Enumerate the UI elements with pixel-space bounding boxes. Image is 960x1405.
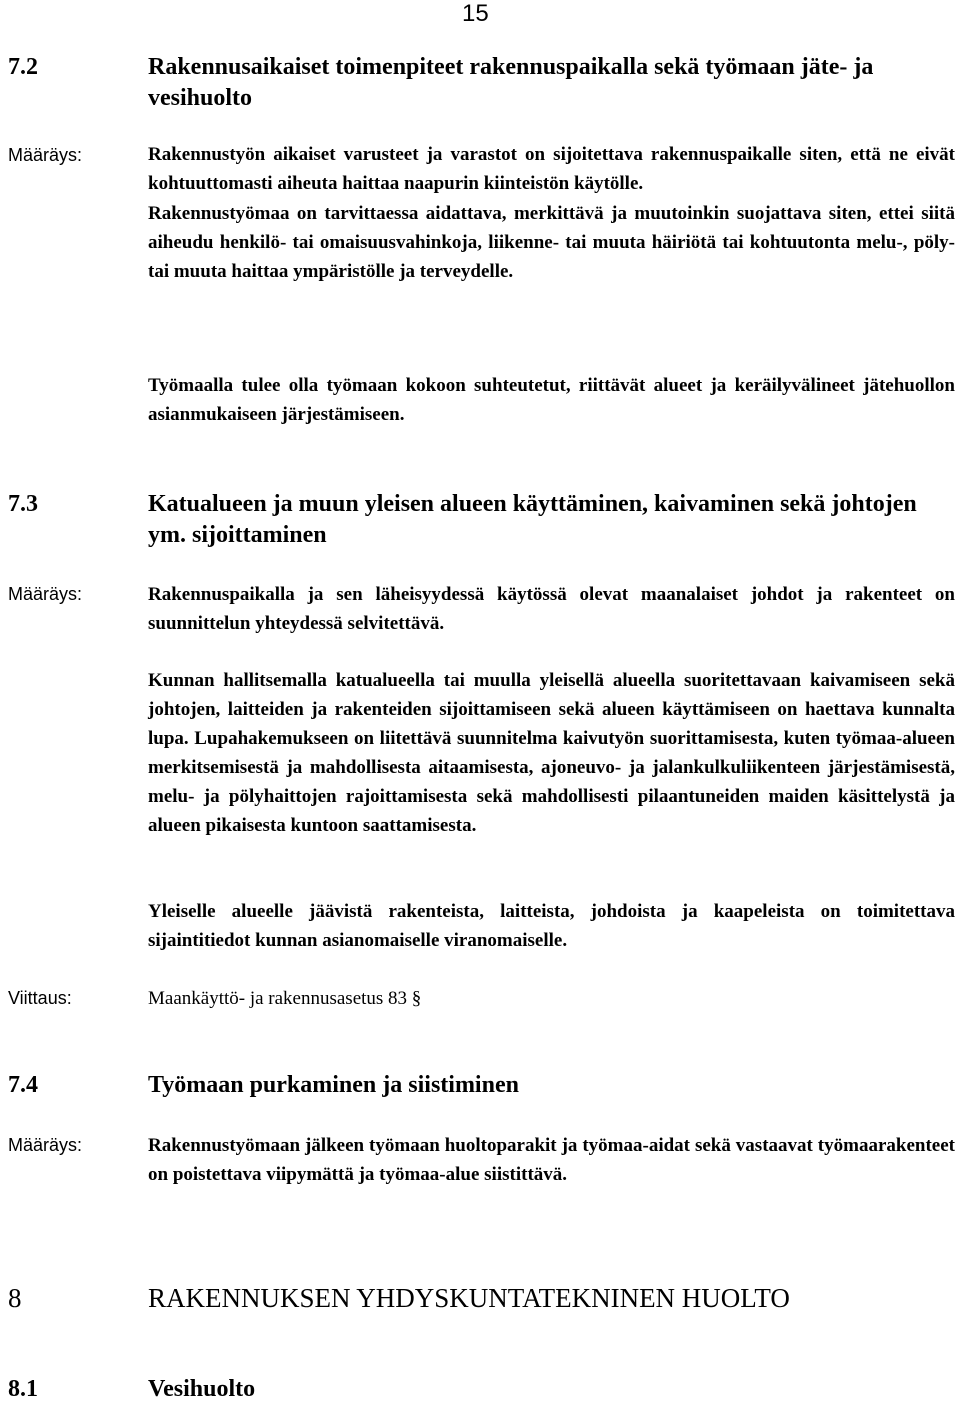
section-number: 7.4 — [8, 1072, 38, 1098]
reference-text: Maankäyttö- ja rakennusasetus 83 § — [148, 988, 422, 1009]
paragraph: Rakennustyömaan jälkeen työmaan huoltoparakit ja työmaa-aidat sekä vastaavat työmaarakenteet on poistettava viipymättä ja työmaa-alue siistittävä. — [148, 1135, 955, 1185]
section-number: 7.3 — [8, 491, 38, 517]
paragraph: Kunnan hallitsemalla katualueella tai muulla yleisellä alueella suoritettavaan kaivamiseen sekä johtojen, laitteiden ja rakenteiden sijoittamiseen sekä alueen käyttämiseen on haettava kunnalta lupa. Lupahakemukseen on liitettävä suunnitelma kaivutyön suorittamisesta, kuten työmaa-alueen merkitsemisestä ja mahdollisesta aitaamisesta, ajoneuvo- ja jalankulkuliikenteen järjestämisestä, melu- ja pölyhaittojen rajoittamisesta sekä mahdollisesti pilaantuneiden maiden käsittelystä ja alueen pikaisesta kuntoon saattamisesta. — [148, 670, 955, 836]
section-number: 7.2 — [8, 54, 38, 80]
paragraph: Rakennustyön aikaiset varusteet ja varastot on sijoitettava rakennuspaikalle siten, että ne eivät kohtuuttomasti aiheuta haittaa naapurin kiinteistön käytölle. — [148, 144, 955, 194]
section-number: 8.1 — [8, 1376, 38, 1402]
section-title: Vesihuolto — [148, 1376, 256, 1402]
section-title: Katualueen ja muun yleisen alueen käyttäminen, kaivaminen sekä johtojen ym. sijoittaminen — [148, 491, 917, 548]
section-title: Työmaan purkaminen ja siistiminen — [148, 1072, 519, 1098]
section-number: 8 — [8, 1283, 22, 1313]
regulation-label: Määräys: — [8, 145, 83, 165]
reference-label: Viittaus: — [8, 988, 72, 1008]
paragraph: Yleiselle alueelle jäävistä rakenteista, laitteista, johdoista ja kaapeleista on toimitettava sijaintitiedot kunnan asianomaiselle viranomaiselle. — [148, 901, 955, 951]
paragraph: Työmaalla tulee olla työmaan kokoon suhteutetut, riittävät alueet ja keräilyvälineet jätehuollon asianmukaiseen järjestämiseen. — [148, 375, 955, 425]
paragraph: Rakennustyömaa on tarvittaessa aidattava, merkittävä ja muutoinkin suojattava siten, ettei siitä aiheudu henkilö- tai omaisuusvahinkoja, liikenne- tai muuta häiriötä tai kohtuutonta melu-, pöly- tai muuta haittaa ympäristölle ja terveydelle. — [148, 203, 955, 282]
regulation-label: Määräys: — [8, 1135, 83, 1155]
section-title: Rakennusaikaiset toimenpiteet rakennuspaikalla sekä työmaan jäte- ja vesihuolto — [148, 54, 874, 111]
paragraph: Rakennuspaikalla ja sen läheisyydessä käytössä olevat maanalaiset johdot ja rakenteet on suunnittelun yhteydessä selvitettävä. — [148, 584, 955, 634]
section-title: RAKENNUKSEN YHDYSKUNTATEKNINEN HUOLTO — [148, 1283, 790, 1313]
page-number: 15 — [462, 0, 489, 27]
regulation-label: Määräys: — [8, 584, 83, 604]
